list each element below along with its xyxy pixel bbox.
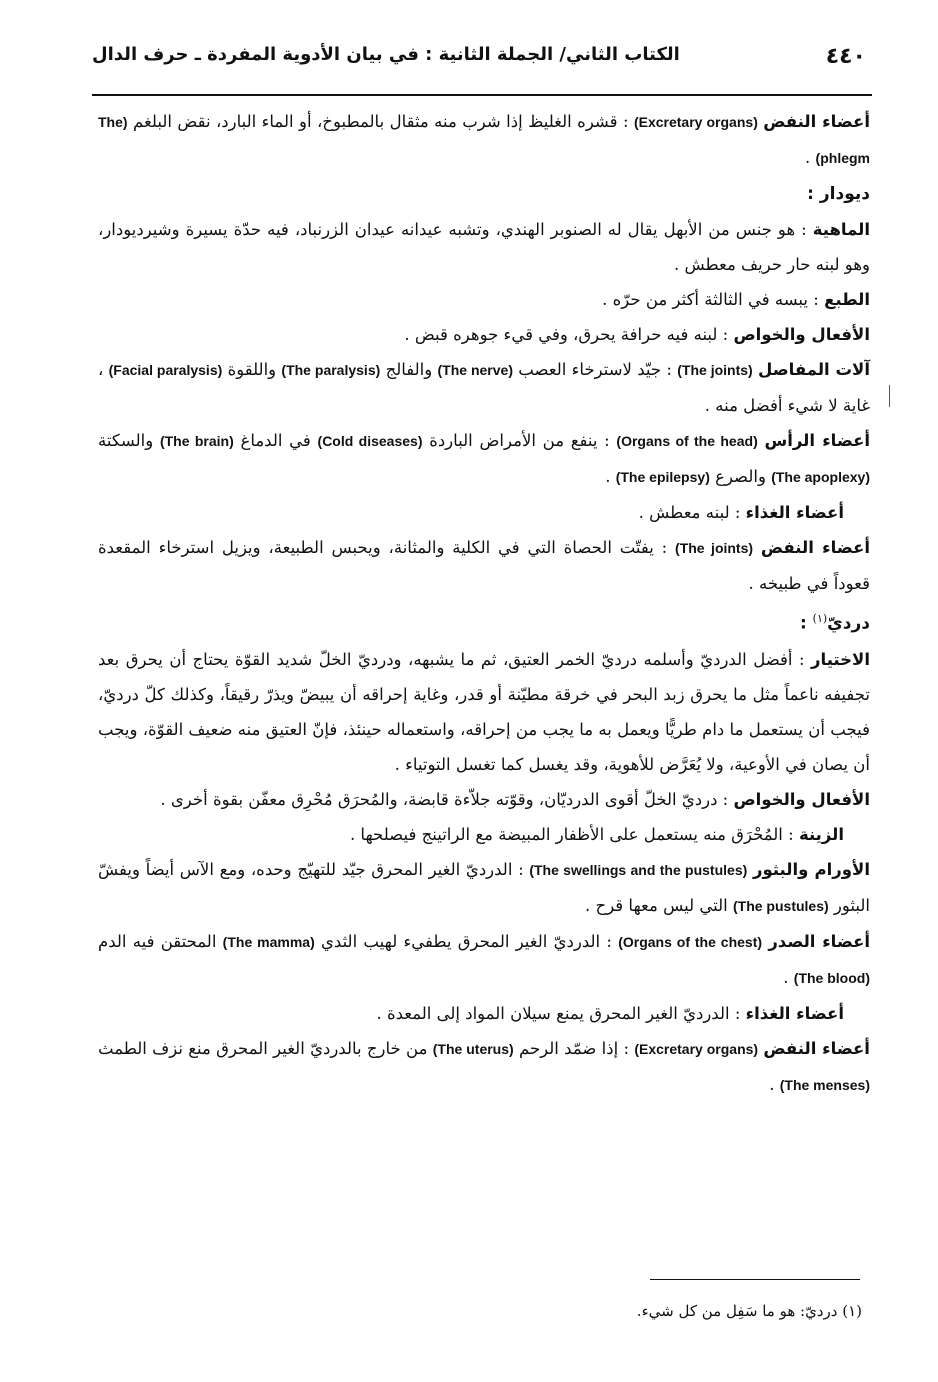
entry-term: الزينة (798, 824, 844, 844)
entry-title: درديّ (827, 613, 870, 634)
english-term: (The menses) (779, 1076, 870, 1093)
paragraph-text: من خارج بالدرديّ الغير المحرق منع نزف الطمث (98, 1038, 433, 1058)
entry-term: أعضاء النفض (760, 538, 870, 557)
entry-title: ديودار : (807, 184, 870, 204)
paragraph-text: : يبسه في الثالثة أكثر من حرّه . (602, 290, 825, 309)
paragraph-text: والسكتة (98, 431, 160, 450)
paragraph-text: المحتقن فيه الدم (98, 931, 223, 951)
english-term: (The apoplexy) (771, 469, 870, 485)
paragraph-text: واللقوة (222, 360, 282, 379)
paragraph-text: : لبنه فيه حرافة يحرق، وفي قيء جوهره قبض . (404, 325, 734, 344)
paragraph-text: والصرع (709, 467, 772, 486)
paragraph-nature (98, 212, 870, 282)
entry-term: أعضاء النفض (763, 1038, 870, 1058)
paragraph-text: . (805, 148, 816, 167)
running-title: الكتاب الثاني/ الجملة الثانية : في بيان الأدوية المفردة ـ حرف الدال (92, 44, 680, 65)
english-term: (Organs of the chest) (618, 933, 763, 950)
paragraph-selection (98, 642, 870, 782)
entry-term: أعضاء النفض (763, 112, 870, 131)
paragraph-text: التي ليس معها قرح . (585, 895, 733, 915)
footnote-number: (١) (842, 1302, 862, 1320)
paragraph-text: في الدماغ (233, 431, 318, 450)
entry-term: الأفعال والخواص (733, 325, 870, 344)
paragraph-text: : المُحْرَق منه يستعمل على الأظفار المبيضة مع الراتينج فيصلحها . (349, 824, 799, 844)
paragraph-excretary-organs (98, 104, 870, 176)
english-term: (The blood) (793, 969, 870, 986)
paragraph-text: : أفضل الدرديّ وأسلمه درديّ الخمر العتيق، ثم ما يشبهه، ودرديّ الخلّ شديد القوّة يحتاج أن يحرق بعد تجفيفه ناعماً مثل ما يحرق زبد البحر في خرقة مطيّنة أو قدر، وغاية إحراقه أن يبيضّ ويذرّ رقيقاً، وكذلك كلّ درديّ، فيجب أن يستعمل ما دام طريًّا ويعمل به ما يجب من إحراقه، واستعماله حينئذ، فإنّ العتيق منه ضعيف القوّة، ويجب أن يصان في الأوعية، ولا يُعَرَّض للأهوية، وقد يغسل كما تغسل التوتياء . (98, 649, 870, 774)
english-term: (The paralysis) (281, 362, 381, 378)
paragraph-actions (98, 317, 870, 352)
english-term: (The phlegm) (98, 114, 870, 166)
paragraph-text: : جيّد لاسترخاء العصب (513, 360, 678, 379)
entry-term: أعضاء الغذاء (745, 503, 844, 522)
paragraph-joints (98, 352, 870, 423)
paragraph-text: : ينفع من الأمراض الباردة (422, 431, 617, 450)
paragraph-excretary-organs-3 (98, 1031, 870, 1103)
page-number: ٤٤٠ (825, 44, 866, 69)
entry-term: الماهية (812, 220, 870, 239)
english-term: (The joints) (677, 362, 753, 378)
body-text (98, 104, 870, 1103)
english-term: (Facial paralysis) (108, 362, 223, 378)
paragraph-actions-2 (98, 782, 870, 817)
paragraph-nutrition-organs-2 (98, 996, 870, 1031)
entry-term: الاختيار (811, 649, 870, 669)
english-term: (Excretary organs) (633, 114, 758, 130)
english-term: (The pustules) (732, 897, 829, 914)
paragraph-text: : قشره الغليظ إذا شرب منه مثقال بالمطبوخ، أو الماء البارد، نقض البلغم (127, 112, 634, 131)
paragraph-text: . (783, 967, 794, 987)
entry-heading-deodar (98, 176, 870, 212)
margin-mark (889, 385, 890, 407)
footnote-rule (650, 1279, 860, 1280)
paragraph-text: والفالج (380, 360, 438, 379)
paragraph-text: : الدرديّ الغير المحرق يمنع سيلان المواد إلى المعدة . (376, 1003, 746, 1023)
paragraph-text: : هو جنس من الأبهل يقال له الصنوبر الهندي، وتشبه عيدانه عيدان الزرنباد، فيه حدّة يسيرة وشيرديودار، وهو لبنه حار حريف معطش . (98, 220, 870, 274)
english-term: (Cold diseases) (317, 433, 423, 449)
footnote (98, 1297, 862, 1325)
footnote-reference: (١) (812, 612, 828, 625)
paragraph-temperament (98, 282, 870, 317)
paragraph-text: . (769, 1074, 780, 1094)
entry-term: أعضاء الرأس (764, 431, 871, 450)
footnote-text: درديّ: هو ما سَفِل من كل شيء. (636, 1302, 838, 1320)
header-rule (92, 94, 872, 96)
page-header (92, 40, 866, 86)
paragraph-text: : إذا ضمّد الرحم (513, 1038, 635, 1058)
english-term: (Excretary organs) (634, 1040, 759, 1057)
entry-heading-dregs (98, 601, 870, 642)
paragraph-chest-organs (98, 924, 870, 996)
paragraph-swellings (98, 852, 870, 924)
paragraph-adornment (98, 817, 870, 852)
english-term: (The nerve) (437, 362, 514, 378)
paragraph-text: : لبنه معطش . (638, 503, 746, 522)
paragraph-text: . (605, 467, 616, 486)
english-term: (The uterus) (432, 1040, 514, 1057)
english-term: (Organs of the head) (616, 433, 758, 449)
paragraph-text: : درديّ الخلّ أقوى الدرديّان، وقوّته جلاّءة قابضة، والمُحرَق مُحْرِق معفّن بقوة أخرى . (160, 789, 734, 809)
english-term: (The mamma) (222, 933, 315, 950)
entry-term: أعضاء الصدر (768, 931, 871, 951)
paragraph-head-organs (98, 423, 870, 495)
entry-term: آلات المفاصل (758, 360, 870, 379)
english-term: (The epilepsy) (615, 469, 710, 485)
paragraph-text: : الدرديّ الغير المحرق يطفيء لهيب الثدي (314, 931, 619, 951)
paragraph-nutrition-organs (98, 495, 870, 530)
english-term: (The joints) (675, 540, 754, 556)
entry-term: الأورام والبثور (752, 859, 870, 879)
entry-term: الأفعال والخواص (733, 789, 870, 809)
entry-term: أعضاء الغذاء (745, 1003, 844, 1023)
paragraph-text: : الدرديّ الغير المحرق جيّد للتهيّج وحده، ومع الآس أيضاً ويفشّ البثور (98, 859, 870, 915)
english-term: (The brain) (159, 433, 234, 449)
paragraph-text: ، غاية لا شيء أفضل منه . (98, 360, 870, 415)
paragraph-text: : يفتّت الحصاة التي في الكلية والمثانة، ويحبس الطبيعة، ويزيل استرخاء المقعدة قعوداً في طبيخه . (98, 538, 870, 593)
paragraph-excretary-organs-2 (98, 530, 870, 601)
english-term: (The swellings and the pustules) (529, 861, 748, 878)
entry-term: الطبع (824, 290, 870, 309)
entry-title-tail: : (799, 613, 813, 634)
